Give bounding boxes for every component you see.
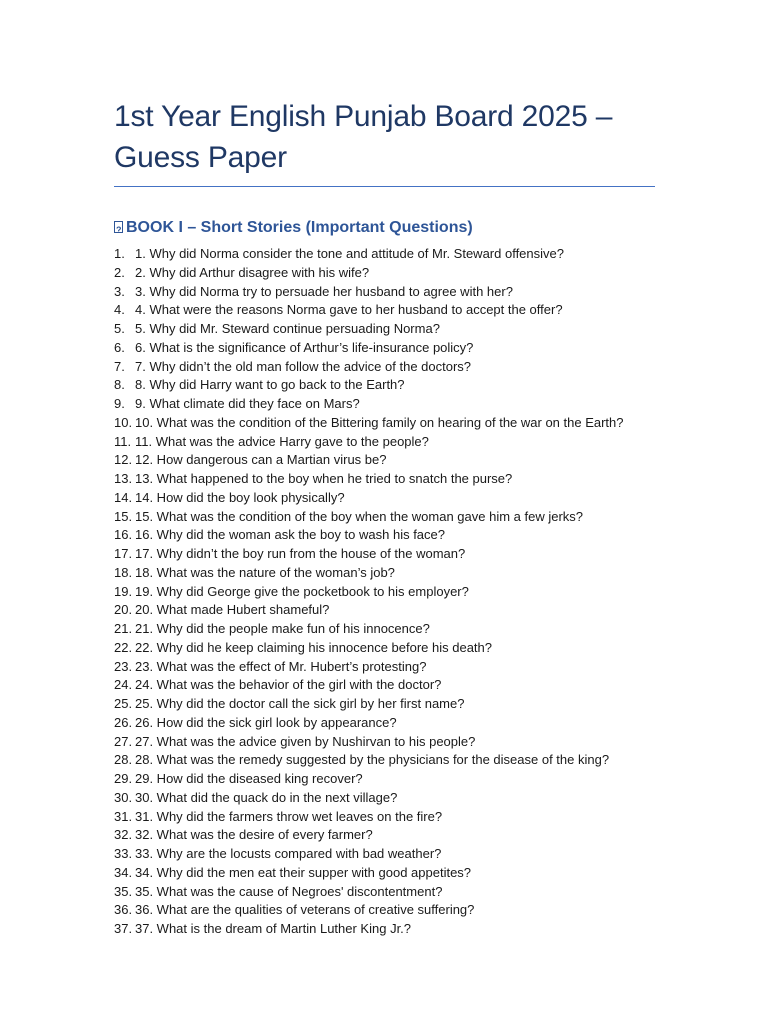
section-heading-text: BOOK I – Short Stories (Important Questions): [126, 219, 473, 236]
list-item-text: 24. What was the behavior of the girl with the doctor?: [135, 677, 442, 693]
list-item: [114, 433, 656, 452]
list-item-number: 6.: [114, 339, 125, 355]
list-item: [114, 470, 656, 489]
list-item-text: 8. Why did Harry want to go back to the Earth?: [135, 377, 405, 393]
list-item-text: 5. Why did Mr. Steward continue persuading Norma?: [135, 321, 440, 336]
list-item-text: 28. What was the remedy suggested by the physicians for the disease of the king?: [135, 752, 610, 768]
list-item-text: 11. What was the advice Harry gave to the people?: [135, 433, 429, 449]
list-item-text: 13. What happened to the boy when he tried to snatch the purse?: [135, 471, 513, 486]
list-item-text: 20. What made Hubert shameful?: [135, 602, 330, 618]
list-item: [114, 301, 656, 320]
list-item-number: 9.: [114, 396, 125, 411]
list-item: [114, 845, 656, 864]
list-item-text: 19. Why did George give the pocketbook to his employer?: [135, 583, 469, 599]
list-item-number: 29.: [114, 771, 133, 786]
list-item-text: 4. What were the reasons Norma gave to her husband to accept the offer?: [135, 302, 563, 318]
list-item: [114, 901, 656, 920]
list-item-number: 11.: [114, 433, 132, 449]
list-item-text: 26. How did the sick girl look by appearance?: [135, 714, 397, 730]
list-item-number: 25.: [114, 696, 133, 711]
list-item: [114, 414, 656, 433]
page-title-line-1: 1st Year English Punjab Board 2025 –: [114, 100, 613, 133]
list-item-number: 37.: [114, 921, 133, 936]
list-item: [114, 508, 656, 527]
list-item-number: 30.: [114, 789, 133, 805]
list-item: [114, 320, 656, 339]
list-item: [114, 545, 656, 564]
list-item-number: 5.: [114, 321, 125, 336]
list-item-number: 19.: [114, 583, 133, 599]
list-item: [114, 789, 656, 808]
list-item: [114, 920, 656, 939]
list-item-number: 27.: [114, 733, 133, 749]
list-item-number: 33.: [114, 846, 133, 861]
list-item: [114, 489, 656, 508]
list-item-number: 28.: [114, 752, 133, 768]
list-item-text: 34. Why did the men eat their supper with good appetites?: [135, 864, 472, 880]
list-item: [114, 733, 656, 752]
list-item: [114, 376, 656, 395]
list-item-text: 36. What are the qualities of veterans of creative suffering?: [135, 902, 475, 918]
list-item-text: 33. Why are the locusts compared with bad weather?: [135, 846, 442, 861]
list-item: [114, 620, 656, 639]
list-item: [114, 714, 656, 733]
list-item-text: 3. Why did Norma try to persuade her husband to agree with her?: [135, 283, 513, 299]
list-item-text: 10. What was the condition of the Bittering family on hearing of the war on the Earth?: [135, 414, 624, 430]
page-title: [114, 96, 656, 186]
list-item: [114, 770, 656, 789]
page-title-line-2: Guess Paper: [114, 141, 287, 174]
list-item-number: 7.: [114, 358, 125, 374]
list-item-number: 3.: [114, 283, 125, 299]
list-item-number: 31.: [114, 808, 133, 824]
list-item-number: 32.: [114, 827, 133, 843]
list-item-number: 20.: [114, 602, 133, 618]
list-item: [114, 451, 656, 470]
list-item-number: 23.: [114, 658, 133, 674]
list-item-number: 22.: [114, 639, 133, 655]
list-item: [114, 245, 656, 264]
list-item-text: 32. What was the desire of every farmer?: [135, 827, 373, 843]
list-item-number: 13.: [114, 471, 133, 486]
missing-glyph-icon: [114, 221, 123, 233]
list-item: [114, 564, 656, 583]
list-item-text: 31. Why did the farmers throw wet leaves on the fire?: [135, 808, 443, 824]
list-item: [114, 676, 656, 695]
list-item: [114, 358, 656, 377]
list-item-text: 2. Why did Arthur disagree with his wife?: [135, 264, 370, 280]
list-item: [114, 583, 656, 602]
list-item: [114, 639, 656, 658]
list-item: [114, 658, 656, 677]
list-item-number: 10.: [114, 414, 133, 430]
list-item-text: 6. What is the significance of Arthur’s life-insurance policy?: [135, 339, 474, 355]
title-divider: [114, 186, 655, 187]
section-heading: [114, 217, 656, 239]
list-item-text: 12. How dangerous can a Martian virus be?: [135, 452, 387, 468]
list-item-number: 17.: [114, 546, 133, 561]
list-item-text: 18. What was the nature of the woman’s job?: [135, 564, 395, 580]
list-item-number: 2.: [114, 264, 125, 280]
list-item: [114, 264, 656, 283]
list-item-number: 34.: [114, 864, 133, 880]
list-item-number: 35.: [114, 883, 133, 899]
list-item-number: 8.: [114, 377, 125, 393]
list-item-number: 1.: [114, 246, 125, 261]
list-item: [114, 339, 656, 358]
document-page: [114, 96, 656, 939]
list-item-number: 15.: [114, 508, 133, 524]
list-item: [114, 864, 656, 883]
list-item-text: 23. What was the effect of Mr. Hubert’s protesting?: [135, 658, 427, 674]
list-item-number: 18.: [114, 564, 133, 580]
list-item-number: 4.: [114, 302, 125, 318]
list-item: [114, 395, 656, 414]
list-item-text: 25. Why did the doctor call the sick girl by her first name?: [135, 696, 465, 711]
list-item: [114, 826, 656, 845]
list-item-text: 29. How did the diseased king recover?: [135, 771, 363, 786]
list-item-text: 14. How did the boy look physically?: [135, 489, 345, 505]
list-item-text: 21. Why did the people make fun of his innocence?: [135, 621, 430, 636]
list-item: [114, 695, 656, 714]
list-item-number: 26.: [114, 714, 133, 730]
list-item: [114, 601, 656, 620]
list-item: [114, 751, 656, 770]
list-item: [114, 808, 656, 827]
list-item-number: 24.: [114, 677, 133, 693]
list-item-text: 7. Why didn’t the old man follow the advice of the doctors?: [135, 358, 472, 374]
list-item: [114, 526, 656, 545]
list-item-text: 37. What is the dream of Martin Luther King Jr.?: [135, 921, 412, 936]
question-list: [114, 245, 656, 939]
list-item: [114, 283, 656, 302]
list-item-number: 36.: [114, 902, 133, 918]
list-item-number: 14.: [114, 489, 133, 505]
list-item-number: 12.: [114, 452, 133, 468]
list-item-text: 35. What was the cause of Negroes' discontentment?: [135, 883, 443, 899]
list-item-number: 16.: [114, 527, 133, 543]
list-item-text: 16. Why did the woman ask the boy to wash his face?: [135, 527, 446, 543]
list-item-text: 30. What did the quack do in the next village?: [135, 789, 398, 805]
list-item-text: 15. What was the condition of the boy when the woman gave him a few jerks?: [135, 508, 584, 524]
list-item-number: 21.: [114, 621, 133, 636]
list-item-text: 27. What was the advice given by Nushirvan to his people?: [135, 733, 476, 749]
list-item-text: 1. Why did Norma consider the tone and attitude of Mr. Steward offensive?: [135, 246, 564, 261]
list-item-text: 9. What climate did they face on Mars?: [135, 396, 360, 411]
list-item-text: 22. Why did he keep claiming his innocence before his death?: [135, 639, 492, 655]
list-item: [114, 883, 656, 902]
list-item-text: 17. Why didn’t the boy run from the house of the woman?: [135, 546, 466, 561]
